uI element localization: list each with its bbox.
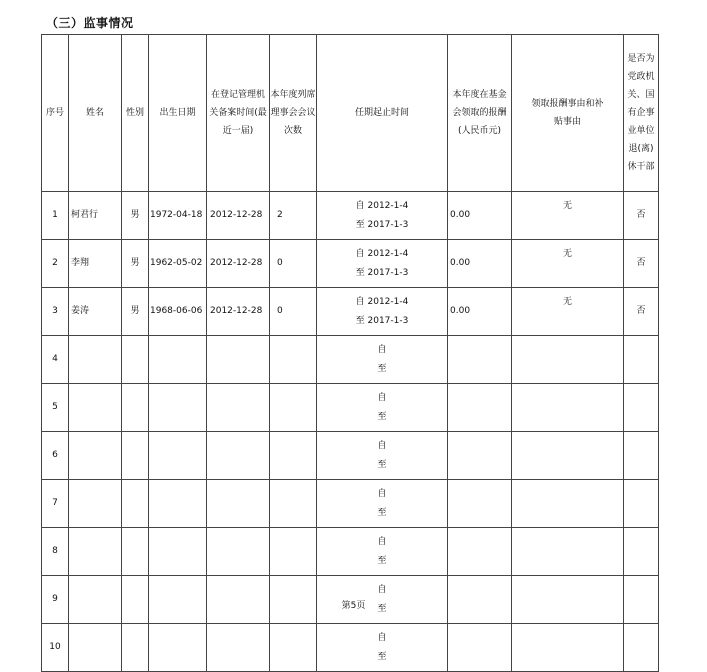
- cell-gender: 男: [122, 192, 149, 240]
- term-start: 自: [377, 584, 387, 595]
- cell-reason: [512, 528, 624, 576]
- cell-birth-date: [149, 336, 207, 384]
- header-name: 姓名: [69, 35, 122, 192]
- page-number: 第5页: [341, 601, 366, 611]
- cell-retired: [624, 624, 659, 672]
- term-end: 至: [377, 507, 387, 518]
- cell-retired: 否: [624, 240, 659, 288]
- table-header-row: [42, 35, 659, 192]
- section-title: （三）监事情况: [46, 16, 134, 30]
- term-end: 至 2017-1-3: [355, 219, 409, 230]
- cell-meeting-count: [270, 528, 317, 576]
- term-end: 至 2017-1-3: [355, 267, 409, 278]
- header-retired: [624, 35, 659, 192]
- term-end: 至: [377, 651, 387, 662]
- cell-meeting-count: 0: [270, 288, 317, 336]
- table-row: [42, 624, 659, 672]
- cell-term: [317, 240, 448, 288]
- cell-reason: [512, 480, 624, 528]
- cell-compensation: 0.00: [448, 192, 512, 240]
- cell-term: [317, 192, 448, 240]
- cell-meeting-count: 0: [270, 240, 317, 288]
- header-reason-text: 领取报酬事由和补贴事由: [531, 99, 604, 127]
- cell-birth-date: [149, 384, 207, 432]
- cell-term: [317, 384, 448, 432]
- cell-reason: [512, 432, 624, 480]
- cell-birth-date: 1968-06-06: [149, 288, 207, 336]
- cell-name: 姜涛: [69, 288, 122, 336]
- term-end: 至: [377, 363, 387, 374]
- table-row: [42, 432, 659, 480]
- cell-meeting-count: [270, 432, 317, 480]
- cell-birth-date: 1962-05-02: [149, 240, 207, 288]
- cell-term: [317, 432, 448, 480]
- cell-compensation: [448, 432, 512, 480]
- cell-retired: [624, 480, 659, 528]
- table-row: [42, 192, 659, 240]
- cell-compensation: [448, 336, 512, 384]
- cell-birth-date: [149, 480, 207, 528]
- header-compensation-text: 本年度在基金会领取的报酬(人民币元): [452, 90, 507, 136]
- cell-birth-date: 1972-04-18: [149, 192, 207, 240]
- header-meeting-count: [270, 35, 317, 192]
- cell-name: [69, 528, 122, 576]
- cell-filing-time: 2012-12-28: [207, 192, 270, 240]
- cell-term: [317, 624, 448, 672]
- header-retired-text: 是否为党政机关、国有企事业单位退(离)休干部: [627, 54, 655, 172]
- header-reason: [512, 35, 624, 192]
- cell-term: [317, 336, 448, 384]
- term-start: 自 2012-1-4: [355, 248, 409, 259]
- term-start: 自: [377, 392, 387, 403]
- cell-retired: [624, 336, 659, 384]
- cell-seq: 7: [42, 480, 69, 528]
- cell-filing-time: 2012-12-28: [207, 288, 270, 336]
- header-filing-time: [207, 35, 270, 192]
- cell-meeting-count: [270, 624, 317, 672]
- cell-retired: [624, 528, 659, 576]
- header-birth-date: 出生日期: [149, 35, 207, 192]
- cell-name: [69, 336, 122, 384]
- cell-gender: [122, 624, 149, 672]
- cell-gender: [122, 528, 149, 576]
- cell-meeting-count: [270, 480, 317, 528]
- cell-gender: [122, 432, 149, 480]
- cell-seq: 4: [42, 336, 69, 384]
- cell-term: [317, 480, 448, 528]
- header-gender: 性别: [122, 35, 149, 192]
- cell-meeting-count: [270, 336, 317, 384]
- term-end: 至 2017-1-3: [355, 315, 409, 326]
- cell-compensation: [448, 528, 512, 576]
- cell-seq: 6: [42, 432, 69, 480]
- cell-compensation: 0.00: [448, 240, 512, 288]
- term-start: 自: [377, 440, 387, 451]
- cell-meeting-count: 2: [270, 192, 317, 240]
- cell-reason: [512, 624, 624, 672]
- cell-reason: [512, 336, 624, 384]
- cell-compensation: [448, 384, 512, 432]
- cell-filing-time: [207, 480, 270, 528]
- cell-gender: 男: [122, 288, 149, 336]
- cell-term: [317, 528, 448, 576]
- cell-reason: 无: [512, 288, 624, 336]
- cell-name: [69, 384, 122, 432]
- cell-filing-time: [207, 336, 270, 384]
- cell-filing-time: 2012-12-28: [207, 240, 270, 288]
- term-start: 自: [377, 536, 387, 547]
- table-row: [42, 480, 659, 528]
- cell-name: 柯君行: [69, 192, 122, 240]
- header-meeting-count-text: 本年度列席理事会会议次数: [270, 90, 316, 136]
- cell-retired: 否: [624, 288, 659, 336]
- cell-seq: 1: [42, 192, 69, 240]
- cell-seq: 8: [42, 528, 69, 576]
- cell-reason: 无: [512, 192, 624, 240]
- term-end: 至: [377, 555, 387, 566]
- cell-compensation: [448, 480, 512, 528]
- table-row: [42, 528, 659, 576]
- term-end: 至: [377, 459, 387, 470]
- cell-gender: 男: [122, 240, 149, 288]
- term-start: 自: [377, 632, 387, 643]
- term-start: 自 2012-1-4: [355, 200, 409, 211]
- cell-birth-date: [149, 528, 207, 576]
- cell-reason: 无: [512, 240, 624, 288]
- cell-filing-time: [207, 432, 270, 480]
- cell-reason: [512, 384, 624, 432]
- supervisors-table: [41, 34, 659, 672]
- cell-seq: 2: [42, 240, 69, 288]
- cell-name: [69, 624, 122, 672]
- cell-birth-date: [149, 432, 207, 480]
- term-start: 自 2012-1-4: [355, 296, 409, 307]
- cell-compensation: [448, 624, 512, 672]
- cell-gender: [122, 336, 149, 384]
- table-row: [42, 240, 659, 288]
- cell-name: 李翔: [69, 240, 122, 288]
- header-seq: 序号: [42, 35, 69, 192]
- cell-birth-date: [149, 624, 207, 672]
- term-start: 自: [377, 488, 387, 499]
- cell-filing-time: [207, 384, 270, 432]
- cell-name: [69, 480, 122, 528]
- cell-seq: 5: [42, 384, 69, 432]
- cell-gender: [122, 384, 149, 432]
- cell-seq: 3: [42, 288, 69, 336]
- table-row: [42, 288, 659, 336]
- cell-term: [317, 288, 448, 336]
- term-end: 至: [377, 603, 387, 614]
- cell-retired: 否: [624, 192, 659, 240]
- table-row: [42, 384, 659, 432]
- cell-retired: [624, 432, 659, 480]
- cell-retired: [624, 384, 659, 432]
- cell-gender: [122, 480, 149, 528]
- cell-compensation: 0.00: [448, 288, 512, 336]
- cell-name: [69, 432, 122, 480]
- cell-meeting-count: [270, 384, 317, 432]
- header-term: 任期起止时间: [317, 35, 448, 192]
- header-filing-time-text: 在登记管理机关备案时间(最近一届): [209, 90, 267, 136]
- term-start: 自: [377, 344, 387, 355]
- cell-filing-time: [207, 624, 270, 672]
- cell-seq: 10: [42, 624, 69, 672]
- term-end: 至: [377, 411, 387, 422]
- header-compensation: [448, 35, 512, 192]
- cell-filing-time: [207, 528, 270, 576]
- table-row: [42, 336, 659, 384]
- cell-seq: 9: [42, 576, 69, 624]
